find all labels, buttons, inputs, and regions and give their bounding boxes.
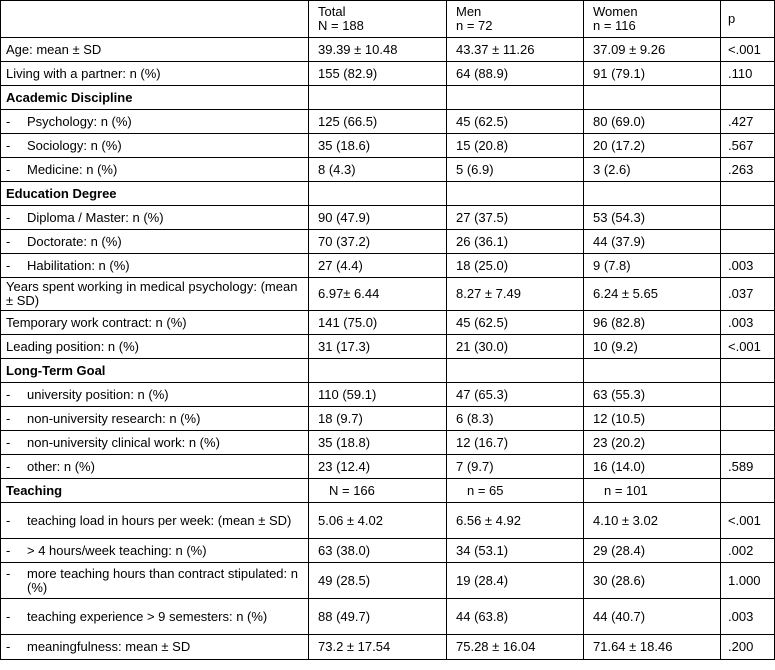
- list-dash: -: [6, 542, 11, 558]
- table-row: [1, 230, 775, 254]
- list-dash: -: [6, 161, 11, 177]
- row-label: [1, 110, 309, 134]
- row-label-text: Sociology: n (%): [27, 137, 122, 153]
- cell-total: 39.39 ± 10.48: [309, 38, 447, 62]
- cell-p: [721, 230, 775, 254]
- cell-men: 15 (20.8): [447, 134, 584, 158]
- cell-women: 29 (28.4): [584, 539, 721, 563]
- table-row: [1, 503, 775, 539]
- header-women-n: n = 116: [593, 18, 636, 33]
- cell-men: n = 65: [447, 479, 584, 503]
- header-total: [309, 1, 447, 38]
- row-label-text: Diploma / Master: n (%): [27, 209, 164, 225]
- cell-women: [584, 86, 721, 110]
- cell-p: [721, 359, 775, 383]
- cell-p: [721, 479, 775, 503]
- row-label-text: non-university research: n (%): [27, 410, 201, 426]
- cell-p: [721, 407, 775, 431]
- cell-total: [309, 182, 447, 206]
- row-label-text: non-university clinical work: n (%): [27, 434, 220, 450]
- cell-total: 23 (12.4): [309, 455, 447, 479]
- cell-women: 16 (14.0): [584, 455, 721, 479]
- cell-total: [309, 359, 447, 383]
- row-label: [1, 539, 309, 563]
- cell-total: [309, 86, 447, 110]
- cell-men: 18 (25.0): [447, 254, 584, 278]
- header-men: [447, 1, 584, 38]
- cell-men: [447, 86, 584, 110]
- section-heading: Long-Term Goal: [1, 359, 309, 383]
- cell-women: 91 (79.1): [584, 62, 721, 86]
- row-label-text: other: n (%): [27, 458, 95, 474]
- cell-p: .003: [721, 599, 775, 635]
- cell-women: 30 (28.6): [584, 563, 721, 599]
- section-row: [1, 359, 775, 383]
- list-dash: -: [6, 233, 11, 249]
- cell-men: 26 (36.1): [447, 230, 584, 254]
- cell-p: .002: [721, 539, 775, 563]
- cell-women: 37.09 ± 9.26: [584, 38, 721, 62]
- cell-total: 49 (28.5): [309, 563, 447, 599]
- row-label: [1, 599, 309, 635]
- table-row: [1, 134, 775, 158]
- table-row: [1, 158, 775, 182]
- list-dash: -: [6, 257, 11, 273]
- cell-men: 75.28 ± 16.04: [447, 635, 584, 660]
- row-label: Living with a partner: n (%): [1, 62, 309, 86]
- cell-men: 6.56 ± 4.92: [447, 503, 584, 539]
- cell-p: <.001: [721, 503, 775, 539]
- table-row: [1, 38, 775, 62]
- cell-women: 44 (37.9): [584, 230, 721, 254]
- table-row: [1, 254, 775, 278]
- row-label-text: teaching experience > 9 semesters: n (%): [27, 608, 268, 624]
- header-total-n: N = 188: [318, 18, 364, 33]
- row-label-text: teaching load in hours per week: (mean ± SD): [27, 512, 292, 528]
- section-row: [1, 182, 775, 206]
- cell-p: [721, 383, 775, 407]
- row-label: Temporary work contract: n (%): [1, 311, 309, 335]
- cell-p: [721, 86, 775, 110]
- cell-women: 23 (20.2): [584, 431, 721, 455]
- cell-men: 64 (88.9): [447, 62, 584, 86]
- cell-men: [447, 359, 584, 383]
- cell-women: 71.64 ± 18.46: [584, 635, 721, 660]
- row-label-text: Habilitation: n (%): [27, 257, 130, 273]
- cell-p: .037: [721, 278, 775, 311]
- list-dash: -: [6, 386, 11, 402]
- cell-women: 96 (82.8): [584, 311, 721, 335]
- cell-total: 110 (59.1): [309, 383, 447, 407]
- cell-women: 63 (55.3): [584, 383, 721, 407]
- header-empty-cell: [1, 1, 309, 38]
- cell-women: 12 (10.5): [584, 407, 721, 431]
- row-label: [1, 563, 309, 599]
- cell-women: 44 (40.7): [584, 599, 721, 635]
- list-dash: -: [6, 512, 11, 528]
- cell-men: 7 (9.7): [447, 455, 584, 479]
- cell-p: 1.000: [721, 563, 775, 599]
- table-row: [1, 335, 775, 359]
- table-row: [1, 455, 775, 479]
- row-label: Years spent working in medical psychology: (mean ± SD): [1, 278, 309, 311]
- list-dash: -: [6, 113, 11, 129]
- row-label: Leading position: n (%): [1, 335, 309, 359]
- table-row: [1, 110, 775, 134]
- row-label: [1, 206, 309, 230]
- row-label: [1, 383, 309, 407]
- header-men-label: Men: [456, 4, 482, 19]
- cell-women: 4.10 ± 3.02: [584, 503, 721, 539]
- cell-total: 35 (18.6): [309, 134, 447, 158]
- cell-total: 141 (75.0): [309, 311, 447, 335]
- cell-p: [721, 206, 775, 230]
- cell-men: 8.27 ± 7.49: [447, 278, 584, 311]
- table-row: [1, 62, 775, 86]
- row-label-text: meaningfulness: mean ± SD: [27, 639, 191, 654]
- row-label: [1, 431, 309, 455]
- row-label: [1, 158, 309, 182]
- list-dash: -: [6, 458, 11, 474]
- cell-total: 73.2 ± 17.54: [309, 635, 447, 660]
- section-row: [1, 479, 775, 503]
- row-label-text: more teaching hours than contract stipulated: n (%): [27, 565, 298, 595]
- list-dash: -: [6, 434, 11, 450]
- cell-men: 21 (30.0): [447, 335, 584, 359]
- cell-p: .567: [721, 134, 775, 158]
- cell-men: 45 (62.5): [447, 110, 584, 134]
- cell-women: 10 (9.2): [584, 335, 721, 359]
- cell-p: .003: [721, 254, 775, 278]
- row-label-text: Doctorate: n (%): [27, 233, 122, 249]
- row-label-text: > 4 hours/week teaching: n (%): [27, 542, 207, 558]
- cell-total: 31 (17.3): [309, 335, 447, 359]
- header-men-n: n = 72: [456, 18, 493, 33]
- table-row: [1, 635, 775, 660]
- row-label: [1, 455, 309, 479]
- cell-p: [721, 431, 775, 455]
- cell-p: .110: [721, 62, 775, 86]
- section-heading: Academic Discipline: [1, 86, 309, 110]
- cell-p: <.001: [721, 335, 775, 359]
- row-label-text: university position: n (%): [27, 386, 169, 402]
- cell-men: 43.37 ± 11.26: [447, 38, 584, 62]
- cell-p: <.001: [721, 38, 775, 62]
- cell-total: 35 (18.8): [309, 431, 447, 455]
- row-label: [1, 503, 309, 539]
- cell-p: .427: [721, 110, 775, 134]
- list-dash: -: [6, 137, 11, 153]
- section-row: [1, 86, 775, 110]
- table-row: [1, 563, 775, 599]
- cell-total: 8 (4.3): [309, 158, 447, 182]
- row-label: [1, 407, 309, 431]
- row-label: [1, 230, 309, 254]
- cell-total: 70 (37.2): [309, 230, 447, 254]
- cell-p: .200: [721, 635, 775, 660]
- row-label: [1, 635, 309, 660]
- table-row: [1, 539, 775, 563]
- list-dash: -: [6, 608, 11, 624]
- cell-men: 45 (62.5): [447, 311, 584, 335]
- list-dash: -: [6, 410, 11, 426]
- cell-women: [584, 182, 721, 206]
- cell-p: [721, 182, 775, 206]
- header-women-label: Women: [593, 4, 638, 19]
- table-row: [1, 311, 775, 335]
- cell-women: 53 (54.3): [584, 206, 721, 230]
- cell-total: 88 (49.7): [309, 599, 447, 635]
- section-heading: Education Degree: [1, 182, 309, 206]
- header-row: [1, 1, 775, 38]
- cell-women: 80 (69.0): [584, 110, 721, 134]
- cell-men: 47 (65.3): [447, 383, 584, 407]
- row-label: [1, 134, 309, 158]
- cell-total: 6.97± 6.44: [309, 278, 447, 311]
- list-dash: -: [6, 209, 11, 225]
- cell-men: 44 (63.8): [447, 599, 584, 635]
- cell-women: 6.24 ± 5.65: [584, 278, 721, 311]
- cell-women: 3 (2.6): [584, 158, 721, 182]
- table-row: [1, 407, 775, 431]
- table-row: [1, 278, 775, 311]
- cell-total: 63 (38.0): [309, 539, 447, 563]
- header-total-label: Total: [318, 4, 346, 19]
- table-row: [1, 383, 775, 407]
- cell-men: 12 (16.7): [447, 431, 584, 455]
- cell-women: [584, 359, 721, 383]
- list-dash: -: [6, 565, 11, 581]
- row-label-text: Medicine: n (%): [27, 161, 118, 177]
- cell-total: 5.06 ± 4.02: [309, 503, 447, 539]
- cell-p: .263: [721, 158, 775, 182]
- cell-men: 6 (8.3): [447, 407, 584, 431]
- cell-men: [447, 182, 584, 206]
- cell-men: 19 (28.4): [447, 563, 584, 599]
- cell-total: 27 (4.4): [309, 254, 447, 278]
- header-p: p: [721, 1, 775, 38]
- cell-men: 5 (6.9): [447, 158, 584, 182]
- list-dash: -: [6, 639, 11, 654]
- cell-women: 9 (7.8): [584, 254, 721, 278]
- cell-men: 34 (53.1): [447, 539, 584, 563]
- cell-total: N = 166: [309, 479, 447, 503]
- row-label-text: Psychology: n (%): [27, 113, 132, 129]
- table-row: [1, 431, 775, 455]
- header-women: [584, 1, 721, 38]
- cell-p: .003: [721, 311, 775, 335]
- row-label: Age: mean ± SD: [1, 38, 309, 62]
- cell-women: 20 (17.2): [584, 134, 721, 158]
- cell-total: 90 (47.9): [309, 206, 447, 230]
- cell-total: 155 (82.9): [309, 62, 447, 86]
- cell-women: n = 101: [584, 479, 721, 503]
- cell-men: 27 (37.5): [447, 206, 584, 230]
- row-label: [1, 254, 309, 278]
- section-heading: Teaching: [1, 479, 309, 503]
- cell-total: 125 (66.5): [309, 110, 447, 134]
- table-row: [1, 206, 775, 230]
- cell-p: .589: [721, 455, 775, 479]
- cell-total: 18 (9.7): [309, 407, 447, 431]
- table-row: [1, 599, 775, 635]
